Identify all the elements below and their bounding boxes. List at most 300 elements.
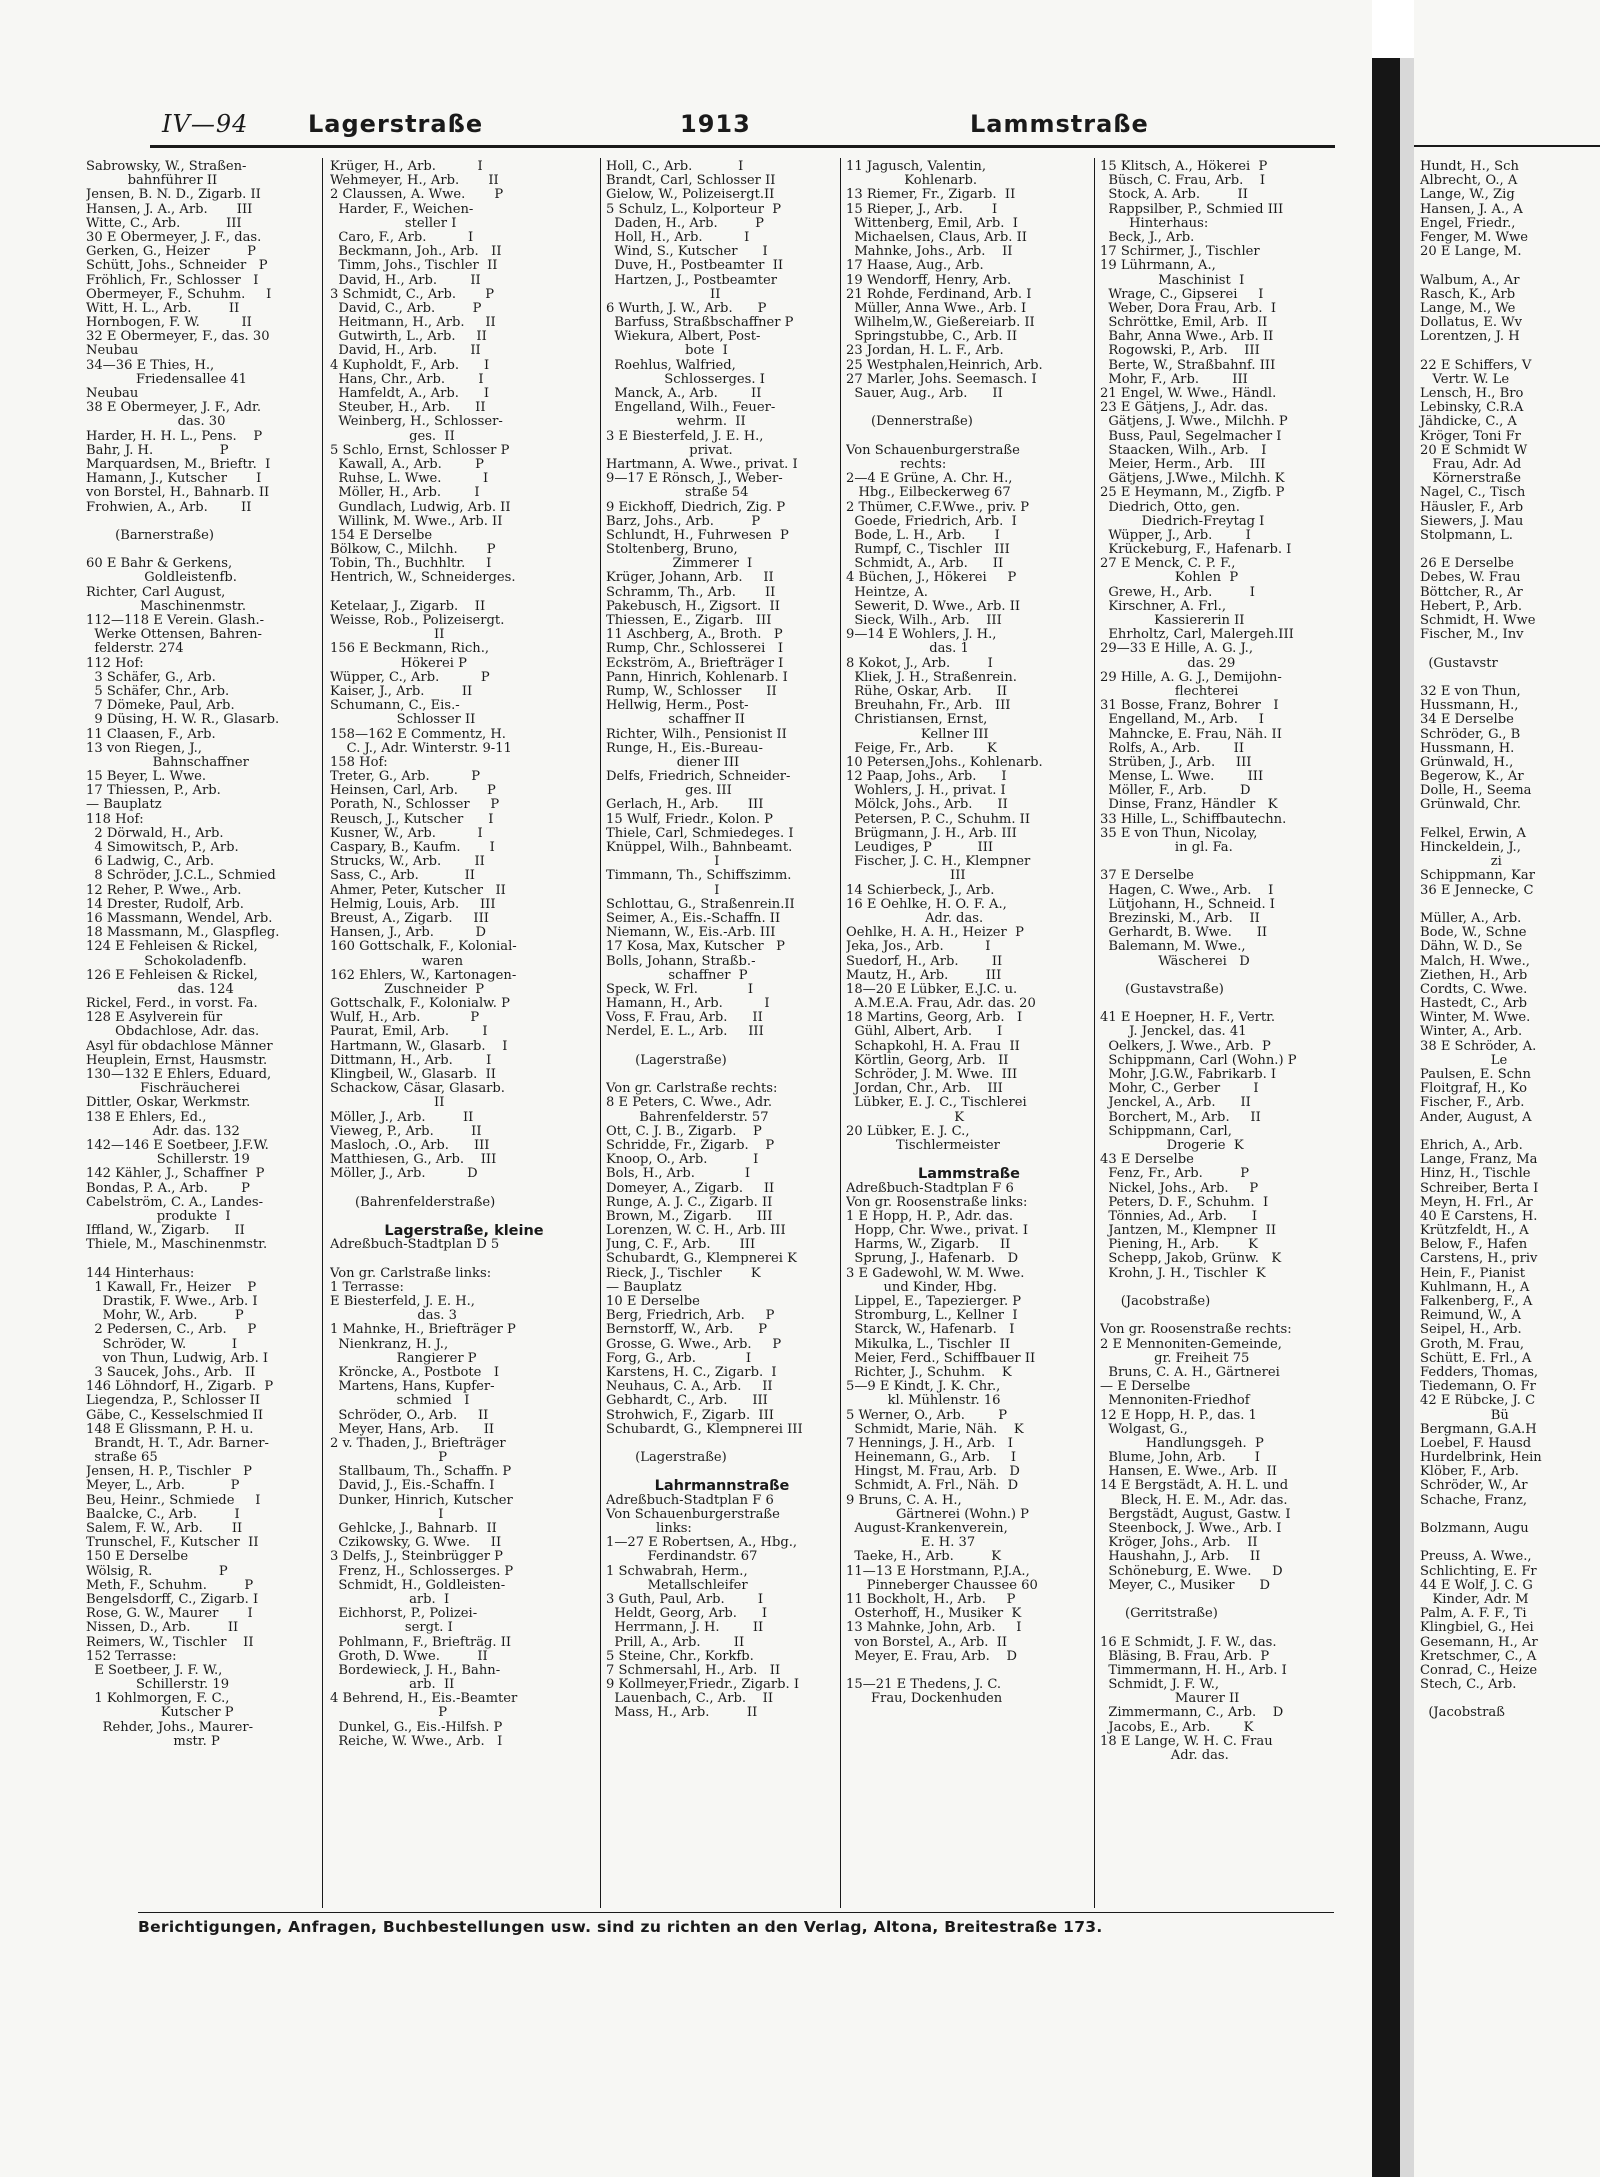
directory-line <box>1100 997 1362 1011</box>
directory-line <box>846 401 1092 415</box>
directory-line: Delfs, Friedrich, Schneider- <box>606 769 791 785</box>
directory-line: Paulsen, E. Schn <box>1420 1067 1531 1082</box>
directory-line: produkte I <box>86 1208 231 1224</box>
directory-line: 126 E Fehleisen & Rickel, <box>86 967 258 983</box>
directory-line: 10 Petersen,Johs., Kohlenarb. <box>846 754 1043 770</box>
directory-line: 13 Riemer, Fr., Zigarb. II <box>846 187 1016 203</box>
directory-line: Hentrich, W., Schneiderges. <box>330 570 516 586</box>
directory-line: Engelland, M., Arb. I <box>1100 712 1264 728</box>
page-number: IV—94 <box>162 110 249 138</box>
directory-line: Adr. das. 132 <box>86 1123 240 1139</box>
directory-line: Lammstraße <box>917 1166 1020 1183</box>
directory-line: Zimmermann, C., Arb. D <box>1100 1705 1284 1721</box>
directory-line: Richter, Wilh., Pensionist II <box>606 726 787 742</box>
directory-line: Diedrich, Otto, gen. <box>1100 499 1240 515</box>
directory-line: Rose, G. W., Maurer I <box>86 1606 253 1622</box>
directory-line: 29 Hille, A. G. J., Demijohn- <box>1100 669 1282 685</box>
directory-line: Tischlermeister <box>846 1137 1000 1153</box>
directory-line: Iffland, W., Zigarb. II <box>86 1223 245 1239</box>
directory-line: Daden, H., Arb. P <box>606 215 764 231</box>
directory-line: Mikulka, L., Tischler II <box>846 1336 1010 1352</box>
directory-line: 15 Klitsch, A., Hökerei P <box>1100 160 1268 174</box>
directory-line: Hussmann, H., <box>1420 698 1523 714</box>
directory-line: J. Jenckel, das. 41 <box>1100 1024 1247 1040</box>
directory-line: Maschinist I <box>1100 272 1245 288</box>
directory-line: 2 Thümer, C.F.Wwe., priv. P <box>846 499 1030 515</box>
directory-line: ges. II <box>330 428 455 444</box>
directory-line: 12 E Hopp, H. P., das. 1 <box>1100 1407 1257 1423</box>
directory-line: Asyl für obdachlose Männer <box>86 1038 273 1054</box>
directory-line: Mölck, Johs., Arb. II <box>846 797 1008 813</box>
directory-line: Le <box>1420 1052 1508 1068</box>
directory-line: Helmig, Louis, Arb. III <box>330 896 496 912</box>
directory-line: II <box>330 1095 445 1111</box>
directory-line: Jordan, Chr., Arb. III <box>846 1081 1003 1097</box>
directory-line: 1 Schwabrah, Herm., <box>606 1563 748 1579</box>
directory-line: Schramm, Th., Arb. II <box>606 584 776 600</box>
directory-line: Siewers, J. Mau <box>1420 513 1524 529</box>
directory-line: straße 65 <box>86 1450 158 1466</box>
directory-line: Rieck, J., Tischler K <box>606 1265 761 1281</box>
directory-line: Kröncke, A., Postbote I <box>330 1364 500 1380</box>
directory-line: Stech, C., Arb. <box>1420 1677 1517 1693</box>
directory-line: Stromburg, L., Kellner I <box>846 1308 1018 1324</box>
directory-line: schaffner II <box>606 712 745 728</box>
directory-line: 20 Lübker, E. J. C., <box>846 1123 970 1139</box>
directory-line: Hansen, J. A., Arb. III <box>86 201 253 217</box>
directory-line: K <box>846 1109 964 1125</box>
directory-line: Debes, W. Frau <box>1420 570 1521 586</box>
directory-line: Dinse, Franz, Händler K <box>1100 797 1278 813</box>
directory-line: 1 Mahnke, H., Briefträger P <box>330 1322 516 1338</box>
directory-line: Lebinsky, C.R.A <box>1420 400 1524 416</box>
directory-line: 2 Pedersen, C., Arb. P <box>86 1322 257 1338</box>
directory-line: 43 E Derselbe <box>1100 1152 1194 1168</box>
publisher-footer: Berichtigungen, Anfragen, Buchbestellungen usw. sind zu richten an den Verlag, Altona, Breitestraße 173. <box>138 1918 1103 1936</box>
directory-line: 3 Schäfer, G., Arb. <box>86 669 216 685</box>
directory-line: von Thun, Ludwig, Arb. I <box>86 1350 269 1366</box>
directory-column-right-page <box>1420 160 1542 1721</box>
directory-line: Below, F., Hafen <box>1420 1237 1528 1253</box>
directory-line: Strucks, W., Arb. II <box>330 854 485 870</box>
directory-line: Lübker, E. J. C., Tischlerei <box>846 1095 1027 1111</box>
directory-line: Kassiererin II <box>1100 613 1245 628</box>
directory-line: 4 Behrend, H., Eis.-Beamter <box>330 1691 518 1707</box>
directory-line <box>1100 1593 1362 1607</box>
directory-line: 27 E Menck, C. P. F., <box>1100 556 1236 572</box>
directory-line: Pakebusch, H., Zigsort. II <box>606 598 780 614</box>
directory-line: 10 E Derselbe <box>606 1294 700 1309</box>
directory-line: 7 Dömeke, Paul, Arb. <box>86 698 235 714</box>
directory-line: David, H., Arb. II <box>330 272 481 288</box>
directory-line: Niemann, W., Eis.-Arb. III <box>606 925 776 941</box>
directory-line: 6 Ladwig, C., Arb. <box>86 854 215 870</box>
directory-line: Schapkohl, H. A. Frau II <box>846 1038 1020 1054</box>
directory-line: 9 Kollmeyer,Friedr., Zigarb. I <box>606 1677 800 1693</box>
directory-line: Springstubbe, C., Arb. II <box>846 329 1017 345</box>
directory-line: Berte, W., Straßbahnf. III <box>1100 357 1276 373</box>
directory-line <box>1420 259 1542 273</box>
directory-line <box>330 1182 598 1196</box>
directory-line: Hamann, H., Arb. I <box>606 996 770 1012</box>
directory-line: das. 29 <box>1100 655 1236 671</box>
directory-line: Sass, C., Arb. II <box>330 868 475 884</box>
directory-line: Adreßbuch-Stadtplan F 6 <box>846 1180 1014 1196</box>
directory-line: Schöneburg, E. Wwe. D <box>1100 1563 1283 1579</box>
directory-line: Von Schauenburgerstraße <box>606 1506 780 1522</box>
directory-line: Möller, J., Arb. II <box>330 1109 474 1125</box>
directory-line: Klöber, F., Arb. <box>1420 1464 1519 1480</box>
directory-line: Möller, H., Arb. I <box>330 485 480 501</box>
directory-line: Timmermann, H. H., Arb. I <box>1100 1662 1287 1678</box>
directory-line: Schubardt, G., Klempnerei K <box>606 1251 797 1267</box>
directory-line: Willink, M. Wwe., Arb. II <box>330 513 503 529</box>
directory-line: Gutwirth, L., Arb. II <box>330 329 487 345</box>
directory-line: Gerlach, H., Arb. III <box>606 797 764 813</box>
directory-line: Lahrmannstraße <box>654 1478 790 1495</box>
directory-line: Ehrholtz, Carl, Malergeh.III <box>1100 627 1294 643</box>
directory-line: Voss, F. Frau, Arb. II <box>606 1010 763 1026</box>
directory-line: Bondas, P. A., Arb. P <box>86 1180 250 1196</box>
directory-line: Cabelström, C. A., Landes- <box>86 1194 264 1210</box>
directory-line: 3 E Gadewohl, W. M. Wwe. <box>846 1265 1025 1281</box>
directory-line: P <box>330 1705 448 1721</box>
directory-line: Lange, Franz, Ma <box>1420 1152 1538 1168</box>
directory-line: Kuhlmann, H., A <box>1420 1279 1530 1295</box>
directory-line: Bengelsdorff, C., Zigarb. I <box>86 1591 259 1607</box>
directory-line <box>1420 1536 1542 1550</box>
directory-line: Blume, John, Arb. I <box>1100 1450 1260 1466</box>
directory-line: Pinneberger Chaussee 60 <box>846 1577 1038 1593</box>
directory-line: Goede, Friedrich, Arb. I <box>846 513 1017 529</box>
directory-line: Zuschneider P <box>330 981 485 997</box>
directory-line: Brandt, H. T., Adr. Barner- <box>86 1435 269 1451</box>
directory-line: 11 Claasen, F., Arb. <box>86 726 216 742</box>
directory-line: Schmidt, J. F. W., <box>1100 1677 1220 1693</box>
directory-line: Fischer, M., Inv <box>1420 627 1524 643</box>
directory-line: Schlosserges. I <box>606 371 765 387</box>
directory-line: Mahnke, Johs., Arb. II <box>846 244 1013 260</box>
directory-line: steller I <box>330 215 457 231</box>
directory-line: Weber, Dora Frau, Arb. I <box>1100 300 1277 316</box>
directory-line: Beckmann, Joh., Arb. II <box>330 244 502 260</box>
directory-line: Steuber, H., Arb. II <box>330 400 486 416</box>
directory-line: Reimers, W., Tischler II <box>86 1634 254 1650</box>
directory-line: Witte, C., Arb. III <box>86 215 242 231</box>
directory-line: Krüger, Johann, Arb. II <box>606 570 774 586</box>
directory-line: Hinz, H., Tischle <box>1420 1166 1531 1182</box>
directory-line: Ander, August, A <box>1420 1109 1532 1125</box>
directory-line: Jensen, B. N. D., Zigarb. II <box>86 187 261 203</box>
directory-line: 2—4 E Grüne, A. Chr. H., <box>846 471 1013 487</box>
directory-line: Hundt, H., Sch <box>1420 159 1519 174</box>
directory-line: Diedrich-Freytag I <box>1100 513 1265 529</box>
directory-line: waren <box>330 953 464 969</box>
directory-line: Hinterhaus: <box>1100 215 1209 231</box>
directory-line: Knoop, O., Arb. I <box>606 1152 759 1168</box>
directory-line <box>1420 1692 1542 1706</box>
directory-line: Hansen, J. A., A <box>1420 201 1523 217</box>
directory-line: (Gustavstr <box>1420 655 1498 671</box>
directory-line: Eichhorst, P., Polizei- <box>330 1606 478 1622</box>
directory-line: Neubau <box>86 343 139 359</box>
directory-line: Lagerstraße, kleine <box>384 1223 544 1240</box>
directory-line: 11—13 E Horstmann, P.J.A., <box>846 1563 1030 1579</box>
directory-line: Möller, J., Arb. D <box>330 1166 478 1182</box>
directory-line: 5 Werner, O., Arb. P <box>846 1407 1008 1423</box>
directory-line: Schröder, J. M. Wwe. III <box>846 1067 1018 1082</box>
directory-line: Bode, W., Schne <box>1420 925 1527 941</box>
directory-line: Taeke, H., Arb. K <box>846 1549 1002 1565</box>
directory-line: Baalcke, C., Arb. I <box>86 1506 240 1522</box>
directory-line: 11 Bockholt, H., Arb. P <box>846 1591 1016 1607</box>
directory-line: Hussmann, H. <box>1420 740 1519 756</box>
directory-line: bote I <box>606 343 728 359</box>
directory-line: 5 Schäfer, Chr., Arb. <box>86 683 230 699</box>
directory-line: Schmidt, A., Arb. II <box>846 556 1004 572</box>
directory-line: (Bahrenfelderstraße) <box>330 1194 496 1210</box>
directory-line: Mautz, H., Arb. III <box>846 967 1002 983</box>
directory-line: Sieck, Wilh., Arb. III <box>846 613 1002 628</box>
directory-line: David, C., Arb. P <box>330 300 482 316</box>
directory-line: kl. Mühlenstr. 16 <box>846 1393 1001 1409</box>
directory-line: Kellner III <box>846 726 989 742</box>
directory-line: Bode, L. H., Arb. I <box>846 527 1000 543</box>
directory-line: Ferdinandstr. 67 <box>606 1549 758 1565</box>
directory-line: Adr. das. <box>846 910 984 926</box>
directory-line: 32 E von Thun, <box>1420 683 1525 699</box>
directory-line: Wilhelm,W., Gießereiarb. II <box>846 315 1035 331</box>
directory-line: I <box>606 882 720 898</box>
directory-line: Hartmann, W., Glasarb. I <box>330 1038 508 1054</box>
directory-line: 25 E Heymann, M., Zigfb. P <box>1100 485 1285 501</box>
directory-line: 29—33 E Hille, A. G. J., <box>1100 641 1254 657</box>
directory-line: Lauenbach, C., Arb. II <box>606 1691 774 1707</box>
directory-line: 3 Delfs, J., Steinbrügger P <box>330 1549 503 1565</box>
directory-line: Wiekura, Albert, Post- <box>606 329 761 345</box>
directory-line: Schippmann, Carl, <box>1100 1123 1232 1139</box>
directory-line: Floitgraf, H., Ko <box>1420 1081 1527 1097</box>
directory-line: (Dennerstraße) <box>846 414 973 430</box>
directory-line: Hagen, C. Wwe., Arb. I <box>1100 882 1274 898</box>
directory-line: Wittenberg, Emil, Arb. I <box>846 215 1018 231</box>
directory-line: Albrecht, O., A <box>1420 173 1518 189</box>
right-header-rule <box>1414 145 1600 147</box>
directory-column-2 <box>330 160 598 1900</box>
directory-line: Gehlcke, J., Bahnarb. II <box>330 1521 497 1536</box>
directory-line: Speck, W. Frl. I <box>606 981 753 997</box>
directory-line: 1 Terrasse: <box>330 1279 404 1295</box>
directory-line: Richter, Carl August, <box>86 584 226 600</box>
directory-line: Reiche, W. Wwe., Arb. I <box>330 1733 503 1749</box>
directory-line: 1 Kohlmorgen, F. C., <box>86 1691 230 1707</box>
directory-line: Timm, Johs., Tischler II <box>330 258 498 274</box>
column-divider <box>322 158 323 1908</box>
directory-line: Christiansen, Ernst, <box>846 712 988 728</box>
directory-line: 7 Hennings, J. H., Arb. I <box>846 1435 1013 1451</box>
directory-line: Gerken, G., Heizer P <box>86 244 256 260</box>
directory-line: Krohn, J. H., Tischler K <box>1100 1265 1266 1281</box>
directory-line: 17 Kosa, Max, Kutscher P <box>606 939 785 955</box>
directory-line: 1 Kawall, Fr., Heizer P <box>86 1279 257 1295</box>
directory-line: Dittler, Oskar, Werkmstr. <box>86 1095 251 1111</box>
directory-line: 9 Eickhoff, Diedrich, Zig. P <box>606 499 786 515</box>
directory-line: Rogowski, P., Arb. III <box>1100 343 1260 359</box>
directory-line: Beu, Heinr., Schmiede I <box>86 1492 261 1508</box>
directory-line: Lange, W., Zig <box>1420 187 1515 203</box>
directory-line: Wüpper, C., Arb. P <box>330 669 490 685</box>
directory-line: 8 Schröder, J.C.L., Schmied <box>86 868 276 884</box>
directory-line: 25 Westphalen,Heinrich, Arb. <box>846 357 1043 373</box>
directory-line: David, H., Arb. II <box>330 343 481 359</box>
directory-line: Berg, Friedrich, Arb. P <box>606 1308 775 1324</box>
directory-line: Rappsilber, P., Schmied III <box>1100 201 1284 217</box>
directory-line: Walbum, A., Ar <box>1420 272 1520 288</box>
directory-line: Rasch, K., Arb <box>1420 286 1516 302</box>
directory-line: Winter, M. Wwe. <box>1420 1010 1531 1026</box>
directory-line: 6 Wurth, J. W., Arb. P <box>606 300 767 316</box>
directory-line: Lippel, E., Tapezierger. P <box>846 1294 1022 1309</box>
directory-line: Jenckel, A., Arb. II <box>1100 1095 1251 1111</box>
directory-line: Domeyer, A., Zigarb. II <box>606 1180 775 1196</box>
directory-line: Kohlenarb. <box>846 173 977 189</box>
directory-line: Michaelsen, Claus, Arb. II <box>846 229 1027 245</box>
directory-line: Tobin, Th., Buchhltr. I <box>330 556 492 572</box>
directory-line: 21 Rohde, Ferdinand, Arb. I <box>846 286 1032 302</box>
directory-line: — Bauplatz <box>606 1279 682 1295</box>
directory-line: Heldt, Georg, Arb. I <box>606 1606 768 1622</box>
directory-line: Bolzmann, Augu <box>1420 1521 1529 1536</box>
directory-line: Schepp, Jakob, Grünw. K <box>1100 1251 1282 1267</box>
directory-line: Barfuss, Straßbschaffner P <box>606 315 794 331</box>
directory-line: mstr. P <box>86 1733 220 1749</box>
directory-line: Böttcher, R., Ar <box>1420 584 1523 600</box>
directory-line: Martens, Hans, Kupfer- <box>330 1379 495 1395</box>
directory-line <box>1100 1281 1362 1295</box>
directory-line: Vertr. W. Le <box>1420 371 1510 387</box>
directory-line: Wehmeyer, H., Arb. II <box>330 173 499 189</box>
directory-line: Jacobs, E., Arb. K <box>1100 1719 1254 1735</box>
directory-line: Schmidt, H. Wwe <box>1420 613 1536 628</box>
directory-line: Dollatus, E. Wv <box>1420 315 1523 331</box>
directory-line: Liegendza, P., Schlosser II <box>86 1393 261 1409</box>
directory-line: Hansen, E. Wwe., Arb. II <box>1100 1464 1277 1480</box>
directory-line: 14 Drester, Rudolf, Arb. <box>86 896 244 912</box>
directory-line: 5 Schlo, Ernst, Schlosser P <box>330 442 510 458</box>
directory-line: Hökerei P <box>330 655 467 671</box>
directory-line: 15 Wulf, Friedr., Kolon. P <box>606 811 773 827</box>
directory-line: 41 E Hoepner, H. F., Vertr. <box>1100 1010 1276 1026</box>
directory-line: Bernstorff, W., Arb. P <box>606 1322 768 1338</box>
directory-line: 5—9 E Kindt, J. K. Chr., <box>846 1379 1001 1395</box>
directory-line: 8 Kokot, J., Arb. I <box>846 655 993 671</box>
directory-line: Kröger, Johs., Arb. II <box>1100 1535 1258 1551</box>
directory-line: Bahnschaffner <box>86 754 249 770</box>
directory-line: Bahrenfelderstr. 57 <box>606 1109 769 1125</box>
directory-line: Manck, A., Arb. II <box>606 386 762 401</box>
directory-line: 7 Schmersahl, H., Arb. II <box>606 1662 781 1678</box>
directory-line: 154 E Derselbe <box>330 527 433 543</box>
directory-line: Bergstädt, August, Gastw. I <box>1100 1506 1291 1522</box>
directory-line: Körtlin, Georg, Arb. II <box>846 1052 1009 1068</box>
directory-line: Goldleistenfb. <box>86 570 237 586</box>
directory-line: Lütjohann, H., Schneid. I <box>1100 896 1275 912</box>
directory-line: (Gerritstraße) <box>1100 1606 1218 1622</box>
directory-line: Weisse, Rob., Polizeisergt. <box>330 613 505 628</box>
directory-line: Hellwig, Herm., Post- <box>606 698 749 714</box>
directory-line: Drogerie K <box>1100 1137 1244 1153</box>
page-header <box>150 110 1340 146</box>
directory-line: Thiessen, E., Zigarb. III <box>606 613 772 628</box>
directory-line: Trunschel, F., Kutscher II <box>86 1535 259 1551</box>
directory-line: Schmidt, Marie, Näh. K <box>846 1421 1024 1437</box>
directory-line: 32 E Obermeyer, F., das. 30 <box>86 329 270 345</box>
directory-line: 44 E Wolf, J. C. G <box>1420 1577 1533 1593</box>
directory-line: von Borstel, H., Bahnarb. II <box>86 485 270 501</box>
directory-line <box>1100 1621 1362 1635</box>
directory-line: E Biesterfeld, J. E. H., <box>330 1294 475 1309</box>
directory-line: Brandt, Carl, Schlosser II <box>606 173 776 189</box>
directory-line <box>1100 969 1362 983</box>
directory-line: Palm, A. F. F., Ti <box>1420 1606 1527 1622</box>
directory-line: 17 Schirmer, J., Tischler <box>1100 244 1260 260</box>
directory-line: 5 Steine, Chr., Korkfb. <box>606 1648 754 1664</box>
directory-line: 38 E Schröder, A. <box>1420 1038 1537 1054</box>
directory-line: Maurer II <box>1100 1691 1240 1707</box>
directory-line: Dolle, H., Seema <box>1420 783 1532 799</box>
directory-line: Adreßbuch-Stadtplan D 5 <box>330 1237 500 1253</box>
directory-line: 1 E Hopp, H. P., Adr. das. <box>846 1208 1014 1224</box>
directory-line: 20 E Schmidt W <box>1420 442 1528 458</box>
directory-line: Schippmann, Kar <box>1420 868 1535 884</box>
directory-line: 16 E Oehlke, H. O. F. A., <box>846 896 1007 912</box>
left-running-title: Lagerstraße <box>308 110 484 138</box>
directory-line: 4 Kupholdt, F., Arb. I <box>330 357 490 373</box>
directory-line: 27 Marler, Johs. Seemasch. I <box>846 371 1037 387</box>
directory-line: Pann, Hinrich, Kohlenarb. I <box>606 669 788 685</box>
directory-line: Engelland, Wilh., Feuer- <box>606 400 776 416</box>
directory-line: Sabrowsky, W., Straßen- <box>86 160 247 174</box>
directory-line: 2 Claussen, A. Wwe. P <box>330 187 504 203</box>
directory-line: 9 Bruns, C. A. H., <box>846 1492 962 1508</box>
directory-line: Hein, F., Pianist <box>1420 1265 1526 1281</box>
directory-line: 2 v. Thaden, J., Briefträger <box>330 1435 506 1451</box>
directory-line: Kaiser, J., Arb. II <box>330 683 473 699</box>
directory-line: 19 Lührmann, A., <box>1100 258 1216 274</box>
directory-line: Krückeburg, F., Hafenarb. I <box>1100 542 1292 558</box>
directory-line: 17 Thiessen, P., Arb. <box>86 783 221 799</box>
directory-line <box>1100 1309 1362 1323</box>
column-divider <box>1094 158 1095 1908</box>
directory-line: III <box>846 868 966 884</box>
directory-line: Wulf, H., Arb. P <box>330 1010 480 1026</box>
directory-line: in gl. Fa. <box>1100 840 1233 855</box>
directory-line: Stallbaum, Th., Schaffn. P <box>330 1464 512 1480</box>
directory-line: Ahmer, Peter, Kutscher II <box>330 882 506 898</box>
directory-line: Wäscherei D <box>1100 953 1250 969</box>
directory-line: das. 1 <box>846 641 969 657</box>
directory-line: 150 E Derselbe <box>86 1549 189 1565</box>
directory-line <box>330 1210 598 1224</box>
directory-line: 158 Hof: <box>330 754 388 770</box>
directory-line <box>606 1465 838 1479</box>
directory-line: Leudiges, P III <box>846 840 994 855</box>
directory-line: Mohr, F., Arb. III <box>1100 371 1248 387</box>
directory-line: Brown, M., Zigarb. III <box>606 1208 773 1224</box>
directory-line: Kutscher P <box>86 1705 234 1721</box>
directory-column-5 <box>1100 160 1362 1900</box>
directory-line: Carstens, H., priv <box>1420 1251 1538 1267</box>
